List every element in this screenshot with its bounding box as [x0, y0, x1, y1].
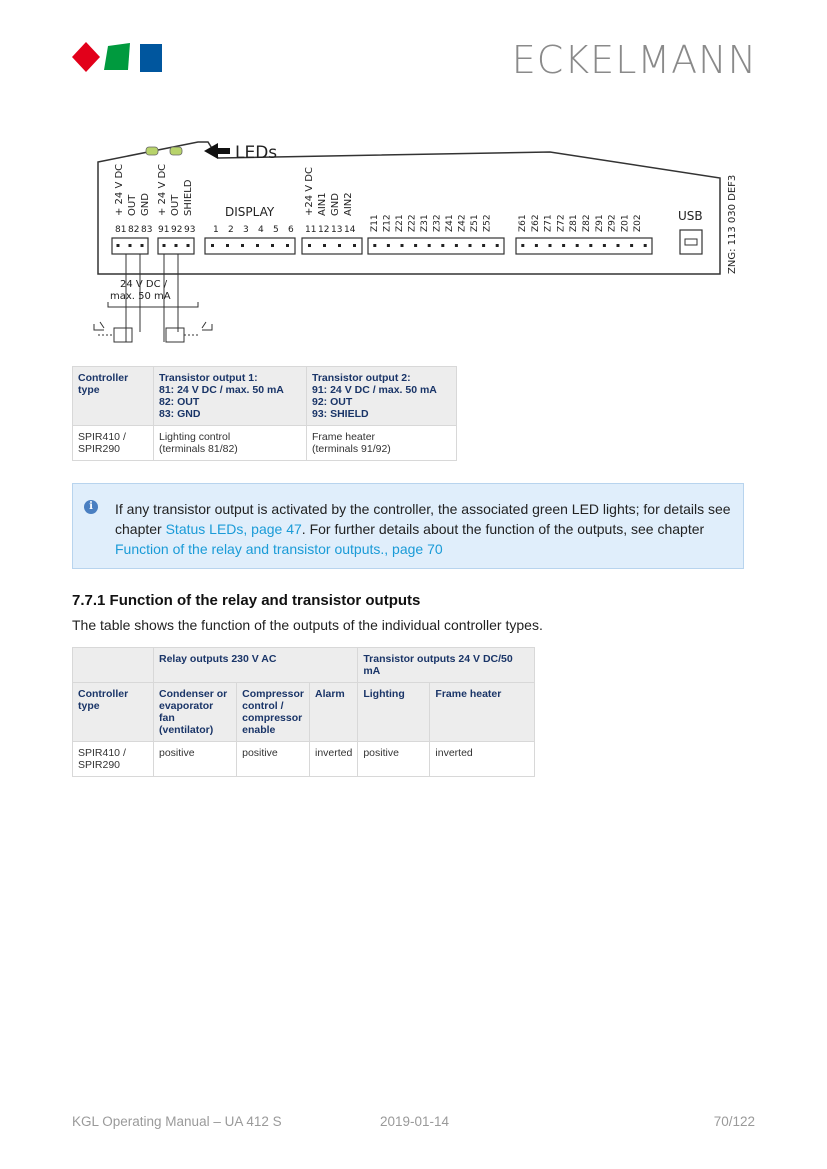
terminal-label: Z71 [543, 214, 554, 232]
table-cell: inverted [430, 742, 535, 777]
info-icon: i [84, 500, 98, 514]
terminal-number: 2 [228, 225, 234, 235]
terminal-label: Z72 [556, 214, 567, 232]
link-function-outputs[interactable]: Function of the relay and transistor outputs., page 70 [115, 541, 443, 557]
section-description: The table shows the function of the outputs of the individual controller types. [72, 617, 543, 633]
terminal-label: + 24 V DC [157, 163, 168, 216]
group-relay-outputs: Relay outputs 230 V AC [154, 648, 358, 683]
brand-name: ECKELMANN [511, 38, 757, 82]
terminal-number: 91 [158, 225, 170, 235]
table-cell: inverted [309, 742, 357, 777]
terminal-number: 83 [141, 225, 153, 235]
supply-label-1: 24 V DC / [120, 279, 168, 290]
terminal-label: + 24 V DC [114, 163, 125, 216]
terminal-label: Z31 [420, 214, 430, 232]
terminal-label: Z02 [633, 214, 644, 232]
column-header: Controller type [73, 683, 154, 742]
col-transistor-output-2: Transistor output 2: 91: 24 V DC / max. 50 mA 92: OUT 93: SHIELD [307, 367, 457, 426]
column-header: Compressor control / compressor enable [237, 683, 310, 742]
arrow-left-icon [204, 143, 230, 159]
leds-label: LEDs [235, 143, 278, 163]
terminal-label: GND [140, 193, 151, 216]
terminal-label: Z12 [382, 214, 393, 232]
terminal-label: Z92 [607, 214, 618, 232]
terminal-label: +24 V DC [304, 167, 315, 216]
terminal-label: Z51 [470, 214, 480, 232]
terminal-label: Z21 [395, 214, 405, 232]
terminal-number: 13 [331, 225, 343, 235]
terminal-label: Z42 [457, 214, 468, 232]
terminal-block [205, 238, 295, 254]
section-title: 7.7.1 Function of the relay and transistor outputs [72, 592, 421, 609]
terminal-label: Z91 [594, 214, 605, 232]
link-status-leds[interactable]: Status LEDs, page 47 [165, 521, 302, 537]
footer-manual: KGL Operating Manual – UA 412 S [72, 1114, 282, 1129]
terminal-number: 4 [258, 225, 264, 235]
table-row [73, 742, 535, 777]
footer-date: 2019-01-14 [380, 1114, 450, 1129]
terminal-label: AIN2 [343, 192, 354, 216]
column-header: Alarm [309, 683, 357, 742]
column-header: Condenser or evaporator fan (ventilator) [154, 683, 237, 742]
terminal-label: Z62 [530, 214, 541, 232]
terminal-label: Z61 [518, 214, 528, 232]
table-row: SPIR410 / SPIR290 Lighting control (terminals 81/82) Frame heater (terminals 91/92) [73, 426, 457, 461]
terminal-number: 12 [318, 225, 330, 235]
table-cell: SPIR410 / SPIR290 [73, 742, 154, 777]
output-function-table [72, 647, 535, 777]
terminal-number: 81 [115, 225, 127, 235]
terminal-label: Z32 [432, 214, 443, 232]
terminal-label: Z22 [407, 214, 418, 232]
column-header: Lighting [358, 683, 430, 742]
column-header: Frame heater [430, 683, 535, 742]
terminal-number: 14 [344, 225, 356, 235]
drawing-number: ZNG: 113 030 DEF3 [727, 174, 738, 274]
terminal-label: Z81 [569, 214, 580, 232]
terminal-label: Z01 [620, 214, 631, 232]
terminal-number: 3 [243, 225, 249, 235]
terminal-label: GND [330, 193, 341, 216]
group-transistor-outputs: Transistor outputs 24 V DC/50 mA [358, 648, 535, 683]
terminal-number: 1 [213, 225, 219, 235]
terminal-label: Z11 [370, 214, 380, 232]
col-controller-type: Controller type [73, 367, 154, 426]
table-cell: positive [358, 742, 430, 777]
eckelmann-logo-icon [72, 40, 164, 74]
terminal-label: Z52 [482, 214, 493, 232]
terminal-number: 92 [171, 225, 183, 235]
supply-label-2: max. 50 mA [110, 291, 171, 302]
usb-label: USB [678, 209, 703, 223]
transistor-output-table [72, 366, 457, 461]
display-label: DISPLAY [225, 205, 275, 219]
terminal-number: 11 [305, 225, 317, 235]
table-cell: positive [154, 742, 237, 777]
footer-page: 70/122 [713, 1114, 755, 1129]
terminal-number: 82 [128, 225, 140, 235]
terminal-label: Z41 [445, 214, 455, 232]
terminal-number: 5 [273, 225, 279, 235]
terminal-number: 6 [288, 225, 294, 235]
terminal-label: AIN1 [317, 192, 328, 216]
terminal-label: Z82 [582, 214, 592, 232]
info-note [72, 483, 744, 569]
terminal-label: OUT [127, 194, 138, 216]
terminal-number: 93 [184, 225, 196, 235]
terminal-label: OUT [170, 194, 181, 216]
terminal-diagram [80, 132, 750, 372]
note-text: If any transistor output is activated by the controller, the associated green LED lights; for details see chapter Status LEDs, page 47. For further details about the function of the outputs, see chapter Function of the relay and transistor outputs., page 70 [115, 501, 731, 557]
table-cell: positive [237, 742, 310, 777]
col-transistor-output-1: Transistor output 1: 81: 24 V DC / max. 50 mA 82: OUT 83: GND [154, 367, 307, 426]
terminal-label: SHIELD [183, 179, 194, 216]
